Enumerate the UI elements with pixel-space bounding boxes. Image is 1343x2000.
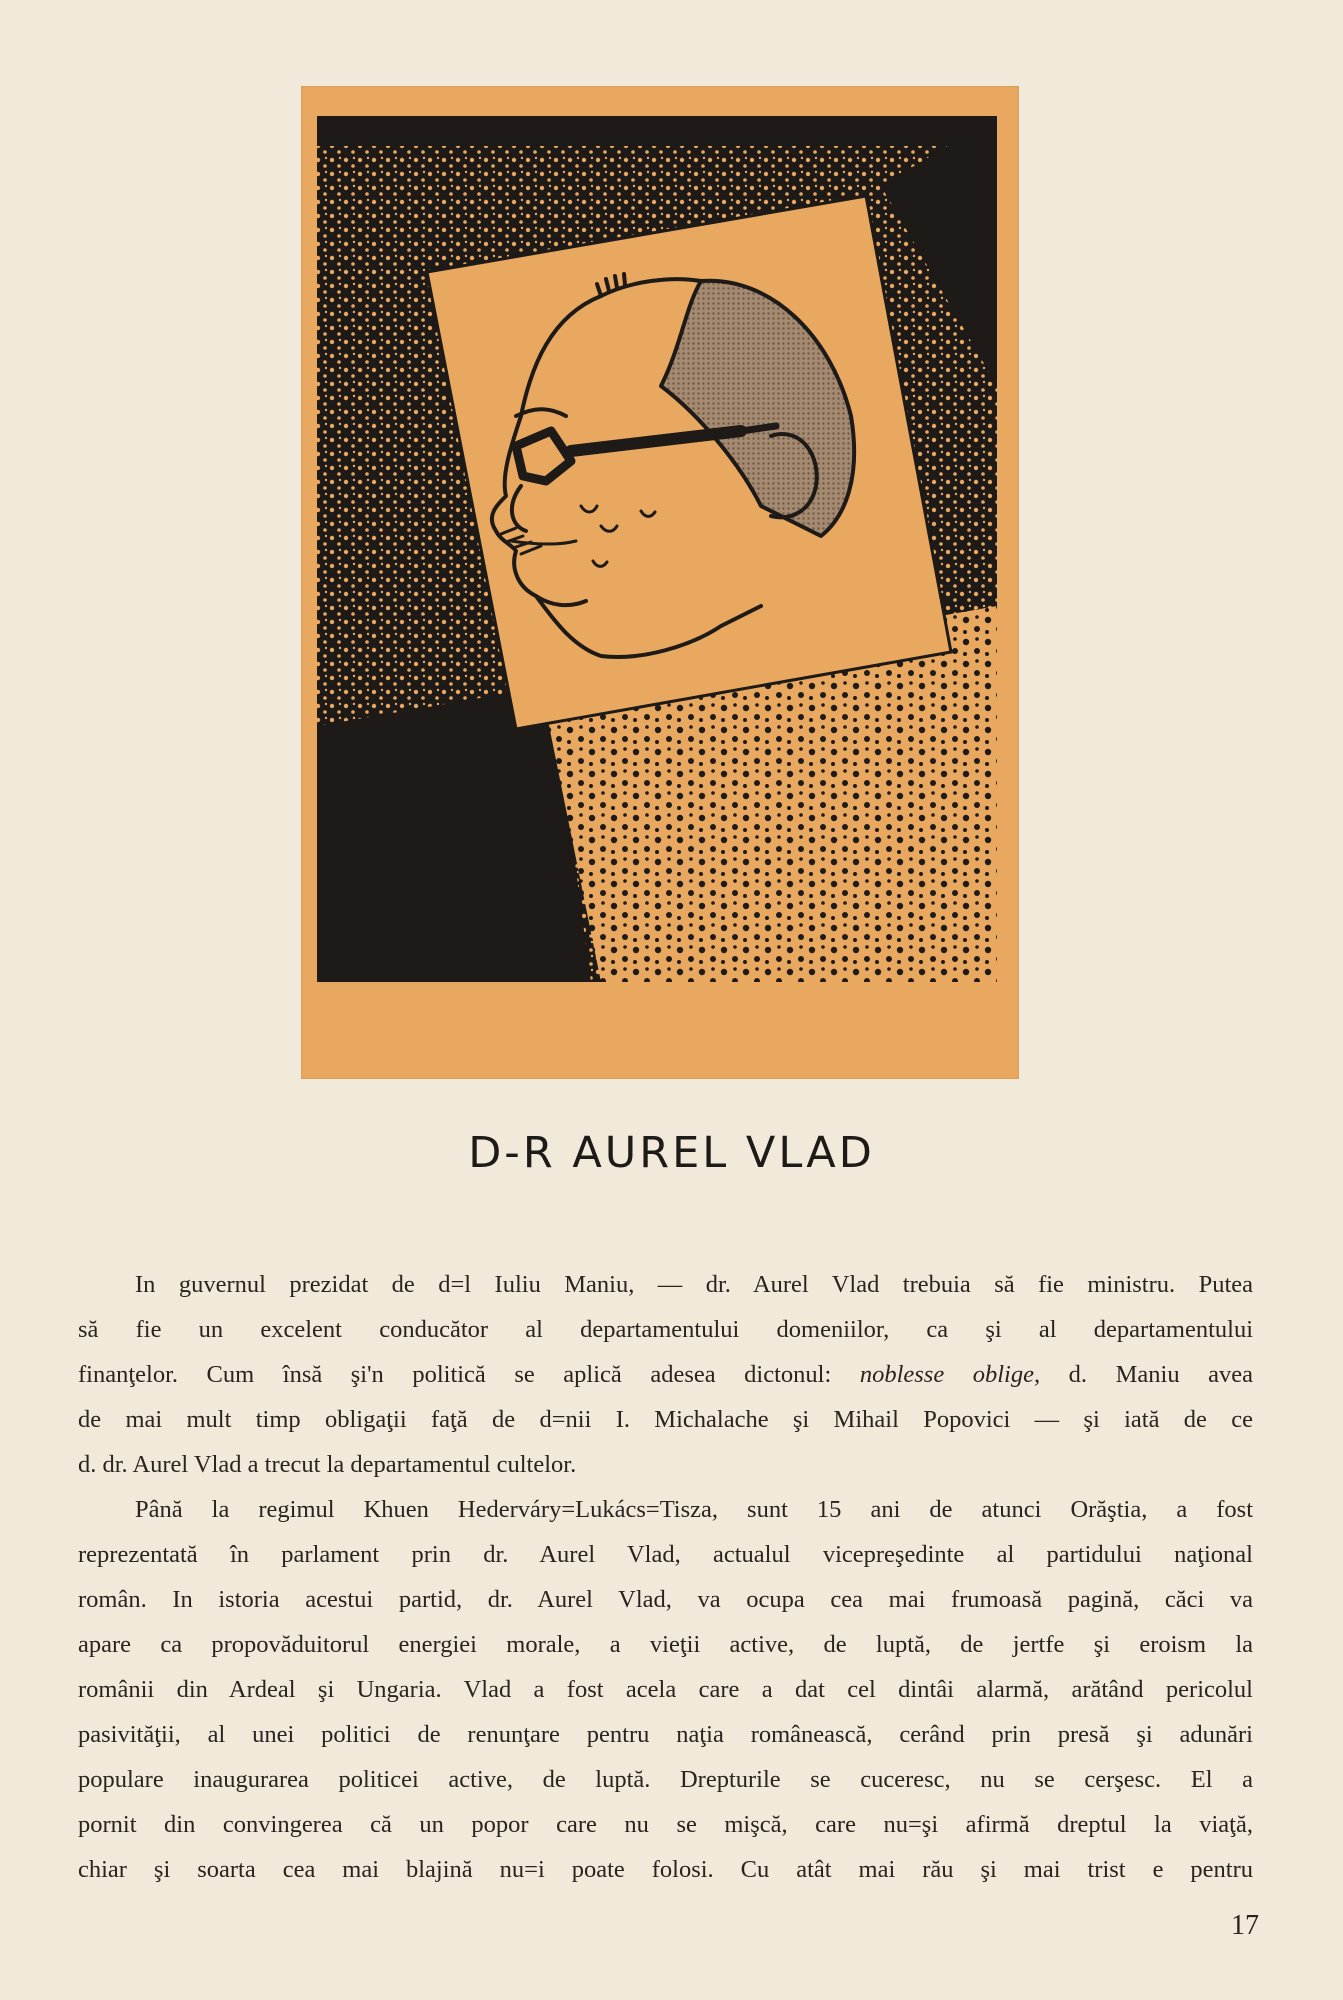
caricature-illustration xyxy=(301,86,1019,1079)
text-line xyxy=(78,1352,1253,1397)
text-line: de mai mult timp obligaţii faţă de d=nii I. Michalache şi Mihail Popovici — şi iată de ce xyxy=(78,1406,1253,1433)
text-line: pasivităţii, al unei politici de renunţare pentru naţia românească, cerând prin presă şi adunări xyxy=(78,1721,1253,1748)
italic-phrase: noblesse oblige, xyxy=(859,1361,1041,1388)
text-line: Până la regimul Khuen Hederváry=Lukács=Tisza, sunt 15 ani de atunci Orăştia, a fost xyxy=(135,1496,1253,1523)
paragraph xyxy=(78,1487,1253,1532)
text-line: pornit din convingerea că un popor care nu se mişcă, care nu=şi afirmă dreptul la viaţă, xyxy=(78,1811,1253,1838)
body-text xyxy=(78,1262,1253,1892)
text-line: d. dr. Aurel Vlad a trecut la departamentul cultelor. xyxy=(78,1451,577,1478)
text-line: apare ca propovăduitorul energiei morale, a vieţii active, de luptă, de jertfe şi eroism la xyxy=(78,1631,1253,1658)
text-fragment: d. Maniu avea xyxy=(1040,1361,1253,1388)
page-title: D-R AUREL VLAD xyxy=(468,1128,875,1178)
text-line: In guvernul prezidat de d=l Iuliu Maniu, — dr. Aurel Vlad trebuia să fie ministru. Putea xyxy=(135,1271,1253,1298)
text-line: român. In istoria acestui partid, dr. Aurel Vlad, va ocupa cea mai frumoasă pagină, căci va xyxy=(78,1586,1253,1613)
text-fragment: finanţelor. Cum însă şi'n politică se aplică adesea dictonul: xyxy=(78,1361,860,1388)
paragraph xyxy=(78,1262,1253,1307)
page-number: 17 xyxy=(1231,1910,1259,1941)
caricature-drawing xyxy=(301,86,1019,1079)
text-line: să fie un excelent conducător al departamentului domeniilor, ca şi al departamentului xyxy=(78,1316,1253,1343)
text-line: românii din Ardeal şi Ungaria. Vlad a fost acela care a dat cel dintâi alarmă, arătând pericolul xyxy=(78,1676,1253,1703)
text-line: chiar şi soarta cea mai blajină nu=i poate folosi. Cu atât mai rău şi mai trist e pentru xyxy=(78,1856,1253,1883)
text-line: populare inaugurarea politicei active, de luptă. Drepturile se cuceresc, nu se cerşesc. El a xyxy=(78,1766,1253,1793)
text-line: reprezentată în parlament prin dr. Aurel Vlad, actualul vicepreşedinte al partidului naţional xyxy=(78,1541,1253,1568)
